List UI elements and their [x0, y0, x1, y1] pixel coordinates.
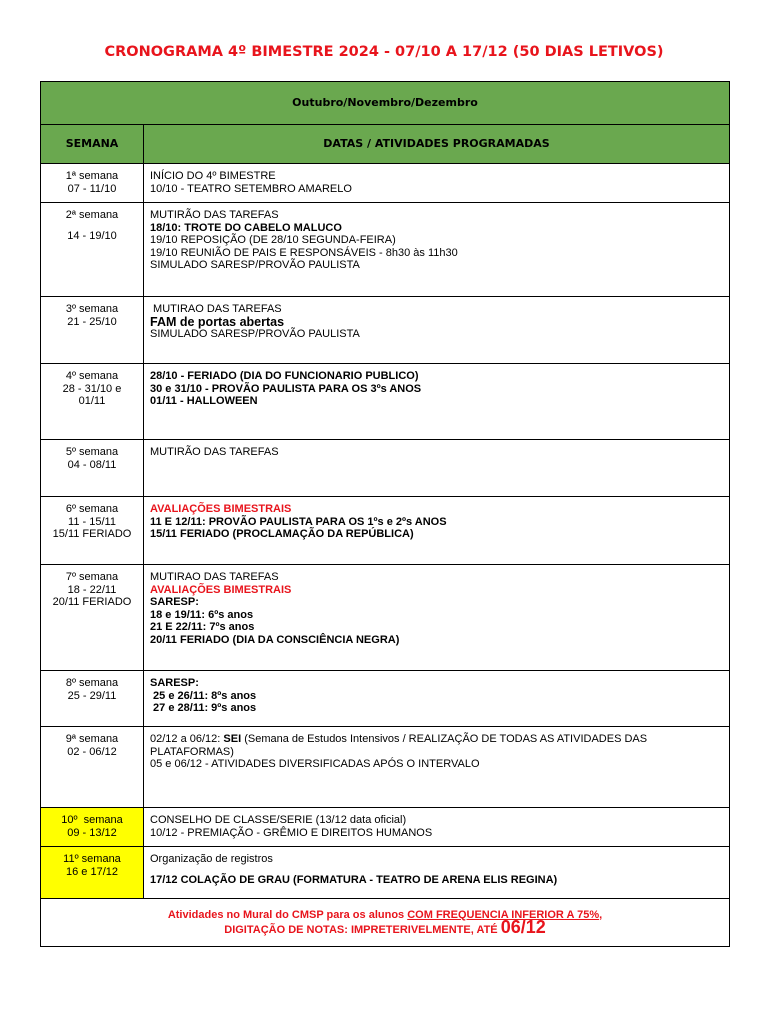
activity-line: CONSELHO DE CLASSE/SERIE (13/12 data oficial): [150, 814, 407, 826]
week-dates: 25 - 29/11: [67, 689, 117, 702]
activity-line: 10/10 - TEATRO SETEMBRO AMARELO: [150, 182, 352, 195]
week-dates-extra: 15/11 FERIADO: [52, 528, 132, 540]
activity-line: SIMULADO SARESP/PROVÃO PAULISTA: [150, 259, 360, 271]
week-cell: [41, 364, 144, 440]
activity-line: 17/12 COLAÇÃO DE GRAU (FORMATURA - TEATRO DE ARENA ELIS REGINA): [150, 873, 558, 886]
week-label: 11º semana: [63, 853, 121, 865]
months-header-row: [41, 82, 730, 125]
activities-cell: [144, 440, 730, 497]
week-dates-extra: 20/11 FERIADO: [52, 596, 132, 608]
week-column-header: SEMANA: [41, 125, 144, 164]
activities-cell: [144, 203, 730, 297]
activity-line: INÍCIO DO 4º BIMESTRE: [150, 170, 276, 182]
footer-line-2: [41, 917, 729, 937]
week-cell: [41, 847, 144, 899]
week-dates: 11 - 15/11: [68, 515, 116, 528]
activity-line: 20/11 FERIADO (DIA DA CONSCIÊNCIA NEGRA): [150, 633, 400, 646]
week-dates: 02 - 06/12: [67, 745, 117, 758]
footer-deadline-date: 06/12: [500, 917, 546, 937]
table-row: [41, 297, 730, 364]
week-label: 3º semana: [65, 303, 119, 315]
activities-cell: [144, 847, 730, 899]
activity-line: 18 e 19/11: 6ºs anos: [150, 608, 254, 621]
activity-line: 15/11 FERIADO (PROCLAMAÇÃO DA REPÚBLICA): [150, 528, 414, 540]
activity-line: 01/11 - HALLOWEEN: [150, 395, 258, 407]
activity-line: 27 e 28/11: 9ºs anos: [150, 702, 257, 714]
table-row: [41, 727, 730, 808]
week-cell: [41, 565, 144, 671]
activity-line: 11 E 12/11: PROVÃO PAULISTA PARA OS 1ºs e 2ºs ANOS: [150, 515, 447, 528]
footer-text: DIGITAÇÃO DE NOTAS: IMPRETERIVELMENTE, ATÉ: [224, 924, 501, 936]
activity-line: Organização de registros: [150, 853, 273, 865]
activity-line: 19/10 REPOSIÇÃO (DE 28/10 SEGUNDA-FEIRA): [150, 234, 396, 246]
activity-line: SARESP:: [150, 596, 199, 608]
activities-cell: [144, 808, 730, 847]
week-label: 10º semana: [61, 814, 123, 826]
week-cell: [41, 497, 144, 565]
activities-cell: [144, 727, 730, 808]
week-cell: [41, 808, 144, 847]
week-cell: [41, 671, 144, 727]
footer-text: Atividades no Mural do CMSP para os alunos: [167, 908, 408, 921]
activities-cell: [144, 297, 730, 364]
table-row: [41, 203, 730, 297]
table-row: [41, 808, 730, 847]
activity-line: [150, 733, 725, 746]
activity-line: MUTIRÃO DAS TAREFAS: [150, 209, 279, 221]
week-dates: 28 - 31/10 e: [62, 382, 122, 395]
activity-line: 18/10: TROTE DO CABELO MALUCO: [150, 221, 342, 234]
activity-line: 28/10 - FERIADO (DIA DO FUNCIONARIO PUBLICO): [150, 370, 419, 382]
week-label: 9ª semana: [65, 733, 119, 745]
week-cell: [41, 440, 144, 497]
activity-line: 21 E 22/11: 7ºs anos: [150, 621, 255, 633]
page-title: CRONOGRAMA 4º BIMESTRE 2024 - 07/10 A 17/12 (50 DIAS LETIVOS): [104, 44, 664, 60]
week-dates-extra: 01/11: [78, 395, 106, 407]
activity-line: 05 e 06/12 - ATIVIDADES DIVERSIFICADAS APÓS O INTERVALO: [150, 758, 480, 770]
week-dates: 16 e 17/12: [66, 865, 118, 878]
week-dates: 18 - 22/11: [67, 583, 117, 596]
table-row: [41, 565, 730, 671]
week-dates: 04 - 08/11: [67, 458, 117, 471]
table-row: [41, 671, 730, 727]
activity-line: MUTIRAO DAS TAREFAS: [150, 303, 282, 315]
activity-line: 19/10 REUNIÃO DE PAIS E RESPONSÁVEIS - 8h30 às 11h30: [150, 246, 458, 259]
activities-cell: [144, 364, 730, 440]
footer-note: [41, 899, 730, 947]
activities-cell: [144, 671, 730, 727]
activities-cell: [144, 164, 730, 203]
activity-line: SARESP:: [150, 677, 199, 689]
week-dates: 09 - 13/12: [67, 826, 117, 839]
activity-text: (Semana de Estudos Intensivos / REALIZAÇÃO DE TODAS AS ATIVIDADES DAS: [241, 733, 648, 745]
week-label: 1ª semana: [65, 170, 119, 182]
footer-text-underlined: COM FREQUENCIA INFERIOR A 75%: [407, 908, 600, 921]
week-cell: [41, 297, 144, 364]
week-label: 6º semana: [65, 503, 119, 515]
week-label: 8º semana: [65, 677, 119, 689]
week-cell: [41, 203, 144, 297]
table-row: [41, 164, 730, 203]
footer-line-1: [41, 909, 729, 922]
week-dates: 14 - 19/10: [67, 229, 117, 242]
activity-line: 30 e 31/10 - PROVÃO PAULISTA PARA OS 3ºs ANOS: [150, 382, 422, 395]
table-row: [41, 364, 730, 440]
footer-text: ,: [599, 908, 603, 921]
activity-line: 10/12 - PREMIAÇÃO - GRÊMIO E DIREITOS HUMANOS: [150, 826, 433, 839]
week-dates: 21 - 25/10: [67, 315, 117, 328]
week-label: 7º semana: [65, 571, 119, 583]
activity-line: 25 e 26/11: 8ºs anos: [150, 689, 257, 702]
activities-cell: [144, 565, 730, 671]
activity-line: PLATAFORMAS): [150, 745, 234, 758]
table-row: [41, 440, 730, 497]
activity-line: AVALIAÇÕES BIMESTRAIS: [150, 503, 292, 515]
table-row: [41, 847, 730, 899]
week-cell: [41, 727, 144, 808]
week-cell: [41, 164, 144, 203]
activities-column-header: DATAS / ATIVIDADES PROGRAMADAS: [144, 125, 730, 164]
week-label: 4º semana: [65, 370, 119, 382]
table-row: [41, 497, 730, 565]
week-label: 2ª semana: [65, 209, 119, 221]
activity-line: MUTIRAO DAS TAREFAS: [150, 571, 279, 583]
week-dates: 07 - 11/10: [67, 182, 117, 195]
months-header: Outubro/Novembro/Dezembro: [41, 82, 730, 125]
activity-line: AVALIAÇÕES BIMESTRAIS: [150, 583, 292, 596]
activity-line: SIMULADO SARESP/PROVÃO PAULISTA: [150, 328, 360, 340]
schedule-table: [40, 81, 730, 947]
activity-line: MUTIRÃO DAS TAREFAS: [150, 446, 279, 458]
activity-text-bold: SEI: [223, 733, 242, 745]
activity-text: 02/12 a 06/12:: [150, 733, 224, 745]
activities-cell: [144, 497, 730, 565]
footer-row: [41, 899, 730, 947]
activity-line: FAM de portas abertas: [150, 314, 285, 329]
week-label: 5º semana: [65, 446, 119, 458]
column-header-row: [41, 125, 730, 164]
